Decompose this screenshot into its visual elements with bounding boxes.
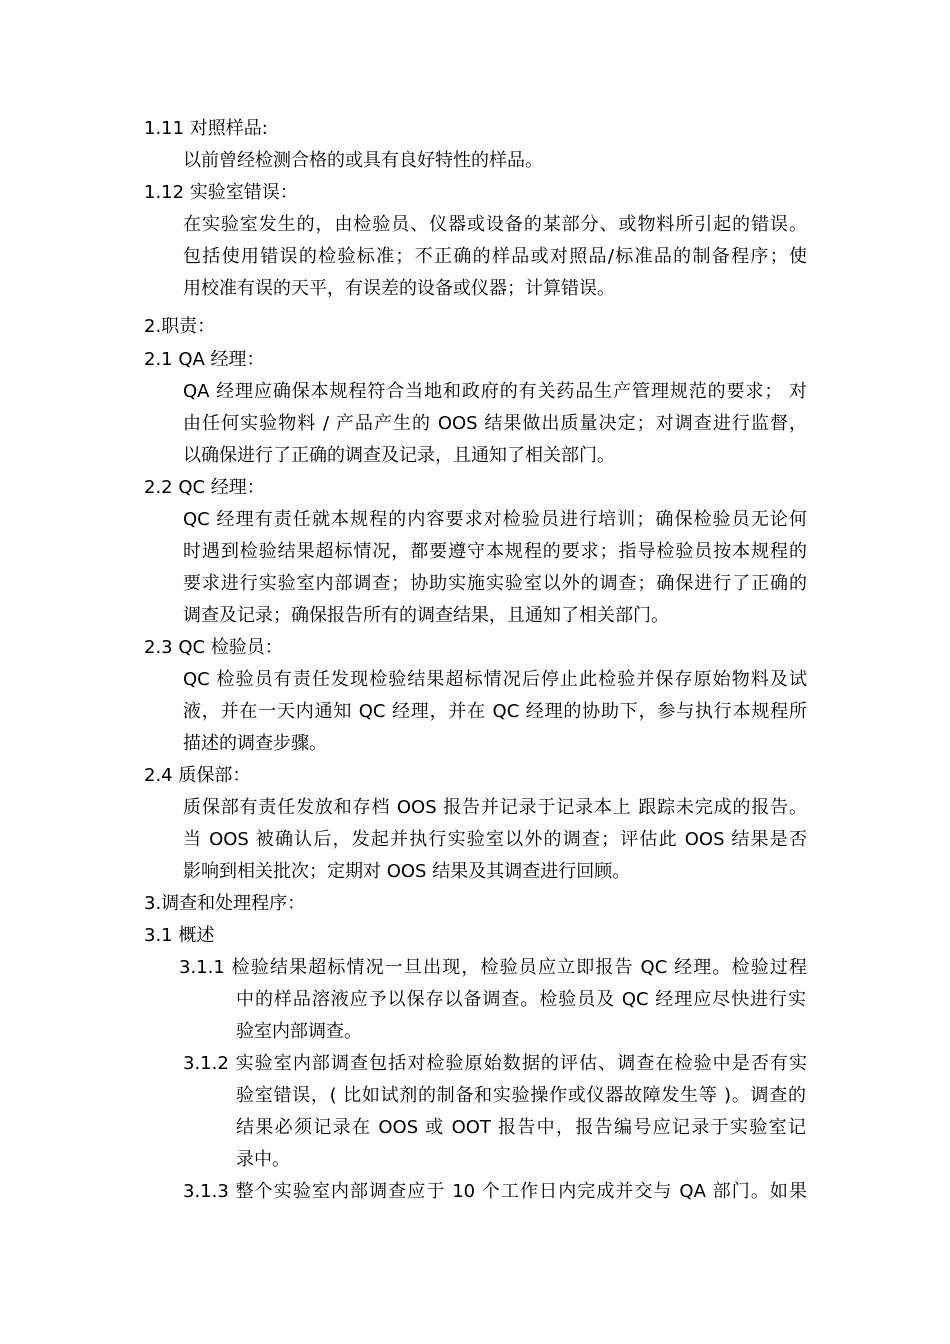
paragraph-line: 描述的调查步骤。 xyxy=(183,733,327,754)
paragraph-line: 以确保进行了正确的调查及记录，且通知了相关部门。 xyxy=(183,445,615,466)
heading-3-1: 3.1 概述 xyxy=(144,925,215,946)
heading-1-12: 1.12 实验室错误： xyxy=(144,182,298,203)
paragraph-line: QA 经理应确保本规程符合当地和政府的有关药品生产管理规范的要求； 对 xyxy=(183,381,807,402)
paragraph-line: 结果必须记录在 OOS 或 OOT 报告中，报告编号应记录于实验室记 xyxy=(236,1117,806,1138)
heading-2-4: 2.4 质保部： xyxy=(144,765,251,786)
paragraph-line: 用校准有误的天平，有误差的设备或仪器；计算错误。 xyxy=(183,278,615,299)
paragraph-line: 3.1.1 检验结果超标情况一旦出现，检验员应立即报告 QC 经理。检验过程 xyxy=(179,957,807,978)
paragraph-line: 调查及记录；确保报告所有的调查结果，且通知了相关部门。 xyxy=(183,605,669,626)
paragraph-line: 影响到相关批次；定期对 OOS 结果及其调查进行回顾。 xyxy=(183,861,631,882)
paragraph-line: 要求进行实验室内部调查；协助实施实验室以外的调查；确保进行了正确的 xyxy=(183,573,807,594)
paragraph-line: 时遇到检验结果超标情况，都要遵守本规程的要求；指导检验员按本规程的 xyxy=(183,541,807,562)
paragraph-line: 录中。 xyxy=(236,1149,290,1170)
paragraph-line: 3.1.2 实验室内部调查包括对检验原始数据的评估、调查在检验中是否有实 xyxy=(183,1053,807,1074)
paragraph-line: 3.1.3 整个实验室内部调查应于 10 个工作日内完成并交与 QA 部门。如果 xyxy=(183,1181,807,1202)
paragraph-line: 质保部有责任发放和存档 OOS 报告并记录于记录本上 跟踪未完成的报告。 xyxy=(183,797,807,818)
heading-2: 2.职责： xyxy=(144,316,216,337)
paragraph-line: 验室错误，( 比如试剂的制备和实验操作或仪器故障发生等 )。调查的 xyxy=(236,1085,806,1106)
paragraph-line: 以前曾经检测合格的或具有良好特性的样品。 xyxy=(183,150,543,171)
heading-2-2: 2.2 QC 经理： xyxy=(144,477,265,498)
paragraph-line: 液，并在一天内通知 QC 经理，并在 QC 经理的协助下，参与执行本规程所 xyxy=(183,701,807,722)
paragraph-line: 由任何实验物料 / 产品产生的 OOS 结果做出质量决定；对调查进行监督， xyxy=(183,413,807,434)
heading-1-11: 1.11 对照样品: xyxy=(144,118,268,139)
heading-3: 3.调查和处理程序： xyxy=(144,893,306,914)
paragraph-line: QC 检验员有责任发现检验结果超标情况后停止此检验并保存原始物料及试 xyxy=(183,669,807,690)
paragraph-line: 验室内部调查。 xyxy=(236,1021,362,1042)
paragraph-line: 中的样品溶液应予以保存以备调查。检验员及 QC 经理应尽快进行实 xyxy=(236,989,806,1010)
paragraph-line: QC 经理有责任就本规程的内容要求对检验员进行培训；确保检验员无论何 xyxy=(183,509,807,530)
paragraph-line: 在实验室发生的，由检验员、仪器或设备的某部分、或物料所引起的错误。 xyxy=(183,214,807,235)
heading-2-3: 2.3 QC 检验员： xyxy=(144,637,283,658)
paragraph-line: 包括使用错误的检验标准；不正确的样品或对照品/标准品的制备程序；使 xyxy=(183,246,807,267)
heading-2-1: 2.1 QA 经理： xyxy=(144,349,265,370)
paragraph-line: 当 OOS 被确认后，发起并执行实验室以外的调查；评估此 OOS 结果是否 xyxy=(183,829,807,850)
